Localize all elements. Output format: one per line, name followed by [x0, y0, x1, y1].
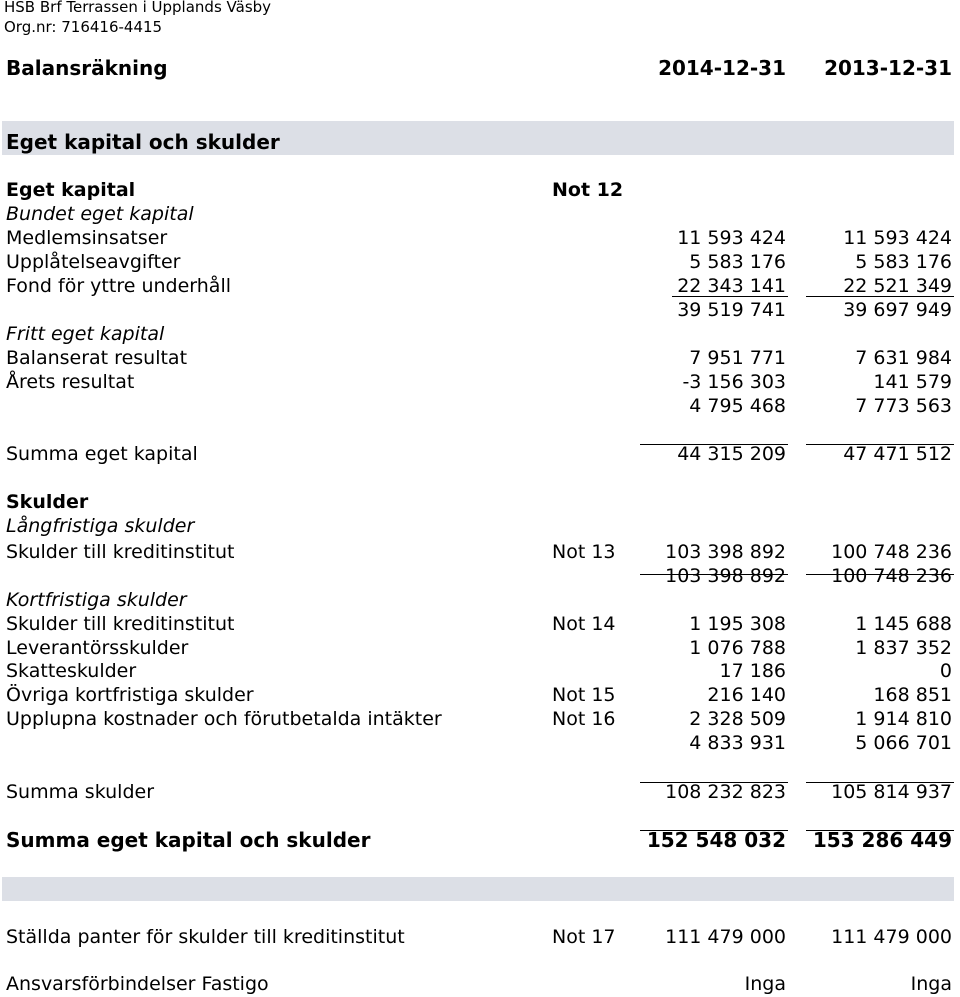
row-label: Skulder — [6, 491, 89, 513]
value-2014: 7 951 771 — [689, 347, 786, 369]
value-2013: 141 579 — [873, 371, 952, 393]
org-name: HSB Brf Terrassen i Upplands Väsby — [4, 0, 272, 16]
row-label: Balanserat resultat — [6, 347, 188, 369]
value-2013: 1 145 688 — [855, 613, 952, 635]
table-row — [6, 274, 952, 298]
table-row — [6, 972, 952, 996]
table-row — [6, 202, 952, 226]
value-2014: 17 186 — [719, 660, 786, 682]
value-2013: 0 — [939, 660, 952, 682]
rule-line — [672, 296, 788, 297]
title-row — [6, 56, 952, 80]
table-row — [6, 612, 952, 636]
table-row — [6, 925, 952, 949]
value-2014: 39 519 741 — [677, 299, 786, 321]
table-row — [6, 731, 952, 755]
value-2013: 168 851 — [873, 684, 952, 706]
rule-line — [806, 296, 954, 297]
value-2014: 152 548 032 — [646, 828, 786, 852]
row-label: Skulder till kreditinstitut — [6, 541, 235, 563]
value-2014: 103 398 892 — [665, 541, 786, 563]
value-2013: 1 837 352 — [855, 637, 952, 659]
table-row — [6, 322, 952, 346]
row-label: Summa eget kapital — [6, 443, 198, 465]
value-2013: 22 521 349 — [843, 275, 952, 297]
row-label: Fond för yttre underhåll — [6, 275, 232, 297]
value-2013: 100 748 236 — [831, 541, 952, 563]
column-header-2014: 2014-12-31 — [658, 56, 786, 80]
row-label: Ställda panter för skulder till kreditinstitut — [6, 926, 405, 948]
value-2014: 4 795 468 — [689, 395, 786, 417]
row-label: Upplupna kostnader och förutbetalda intäkter — [6, 708, 442, 730]
value-2014: 4 833 931 — [689, 732, 786, 754]
rule-line — [806, 444, 954, 445]
row-label: Fritt eget kapital — [6, 323, 165, 345]
value-2013: 5 066 701 — [855, 732, 952, 754]
value-2014: 44 315 209 — [677, 443, 786, 465]
section-title-row — [6, 130, 952, 154]
row-label: Upplåtelseavgifter — [6, 251, 181, 273]
table-row — [6, 683, 952, 707]
value-2014: Inga — [744, 973, 786, 995]
value-2013: 7 773 563 — [855, 395, 952, 417]
table-row — [6, 178, 952, 202]
row-label: Eget kapital — [6, 179, 136, 201]
section-title: Eget kapital och skulder — [6, 130, 280, 154]
table-row — [6, 442, 952, 466]
row-note: Not 12 — [552, 179, 624, 201]
value-2014: 216 140 — [707, 684, 786, 706]
table-row — [6, 298, 952, 322]
row-label: Ansvarsförbindelser Fastigo — [6, 973, 269, 995]
value-2014: 22 343 141 — [677, 275, 786, 297]
row-label: Långfristiga skulder — [6, 515, 195, 537]
row-note: Not 14 — [552, 613, 616, 635]
row-label: Skatteskulder — [6, 660, 137, 682]
row-label: Leverantörsskulder — [6, 637, 189, 659]
row-label: Summa skulder — [6, 781, 155, 803]
row-note: Not 17 — [552, 926, 616, 948]
value-2013: 47 471 512 — [843, 443, 952, 465]
value-2014: -3 156 303 — [682, 371, 786, 393]
table-row — [6, 564, 952, 588]
value-2014: 5 583 176 — [689, 251, 786, 273]
table-row — [6, 540, 952, 564]
table-row — [6, 588, 952, 612]
rule-line — [640, 574, 788, 575]
row-note: Not 16 — [552, 708, 616, 730]
row-label: Medlemsinsatser — [6, 227, 168, 249]
table-row — [6, 707, 952, 731]
separator-band — [2, 877, 954, 901]
row-label: Årets resultat — [6, 371, 135, 393]
rule-line — [806, 574, 954, 575]
table-row — [6, 370, 952, 394]
value-2013: 11 593 424 — [843, 227, 952, 249]
rule-line — [640, 782, 788, 783]
table-row — [6, 346, 952, 370]
value-2013: 111 479 000 — [831, 926, 952, 948]
row-label: Skulder till kreditinstitut — [6, 613, 235, 635]
table-row — [6, 394, 952, 418]
table-row — [6, 490, 952, 514]
value-2013: 1 914 810 — [855, 708, 952, 730]
value-2013: 39 697 949 — [843, 299, 952, 321]
value-2014: 103 398 892 — [665, 565, 786, 587]
value-2013: 153 286 449 — [812, 828, 952, 852]
row-note: Not 13 — [552, 541, 616, 563]
table-row — [6, 828, 952, 852]
value-2013: 100 748 236 — [831, 565, 952, 587]
value-2013: 105 814 937 — [831, 781, 952, 803]
row-label: Övriga kortfristiga skulder — [6, 684, 254, 706]
value-2014: 1 195 308 — [689, 613, 786, 635]
rule-line — [640, 444, 788, 445]
column-header-2013: 2013-12-31 — [824, 56, 952, 80]
table-row — [6, 659, 952, 683]
value-2014: 1 076 788 — [689, 637, 786, 659]
table-row — [6, 780, 952, 804]
table-row — [6, 250, 952, 274]
value-2014: 108 232 823 — [665, 781, 786, 803]
org-number: Org.nr: 716416-4415 — [4, 18, 163, 36]
row-label: Bundet eget kapital — [6, 203, 194, 225]
value-2014: 111 479 000 — [665, 926, 786, 948]
value-2014: 11 593 424 — [677, 227, 786, 249]
rule-line — [806, 830, 954, 831]
rule-line — [640, 830, 788, 831]
value-2013: 5 583 176 — [855, 251, 952, 273]
page-title: Balansräkning — [6, 56, 168, 80]
value-2013: 7 631 984 — [855, 347, 952, 369]
value-2013: Inga — [910, 973, 952, 995]
row-note: Not 15 — [552, 684, 616, 706]
table-row — [6, 514, 952, 538]
rule-line — [806, 782, 954, 783]
row-label: Summa eget kapital och skulder — [6, 828, 371, 852]
table-row — [6, 636, 952, 660]
value-2014: 2 328 509 — [689, 708, 786, 730]
row-label: Kortfristiga skulder — [6, 589, 187, 611]
table-row — [6, 226, 952, 250]
